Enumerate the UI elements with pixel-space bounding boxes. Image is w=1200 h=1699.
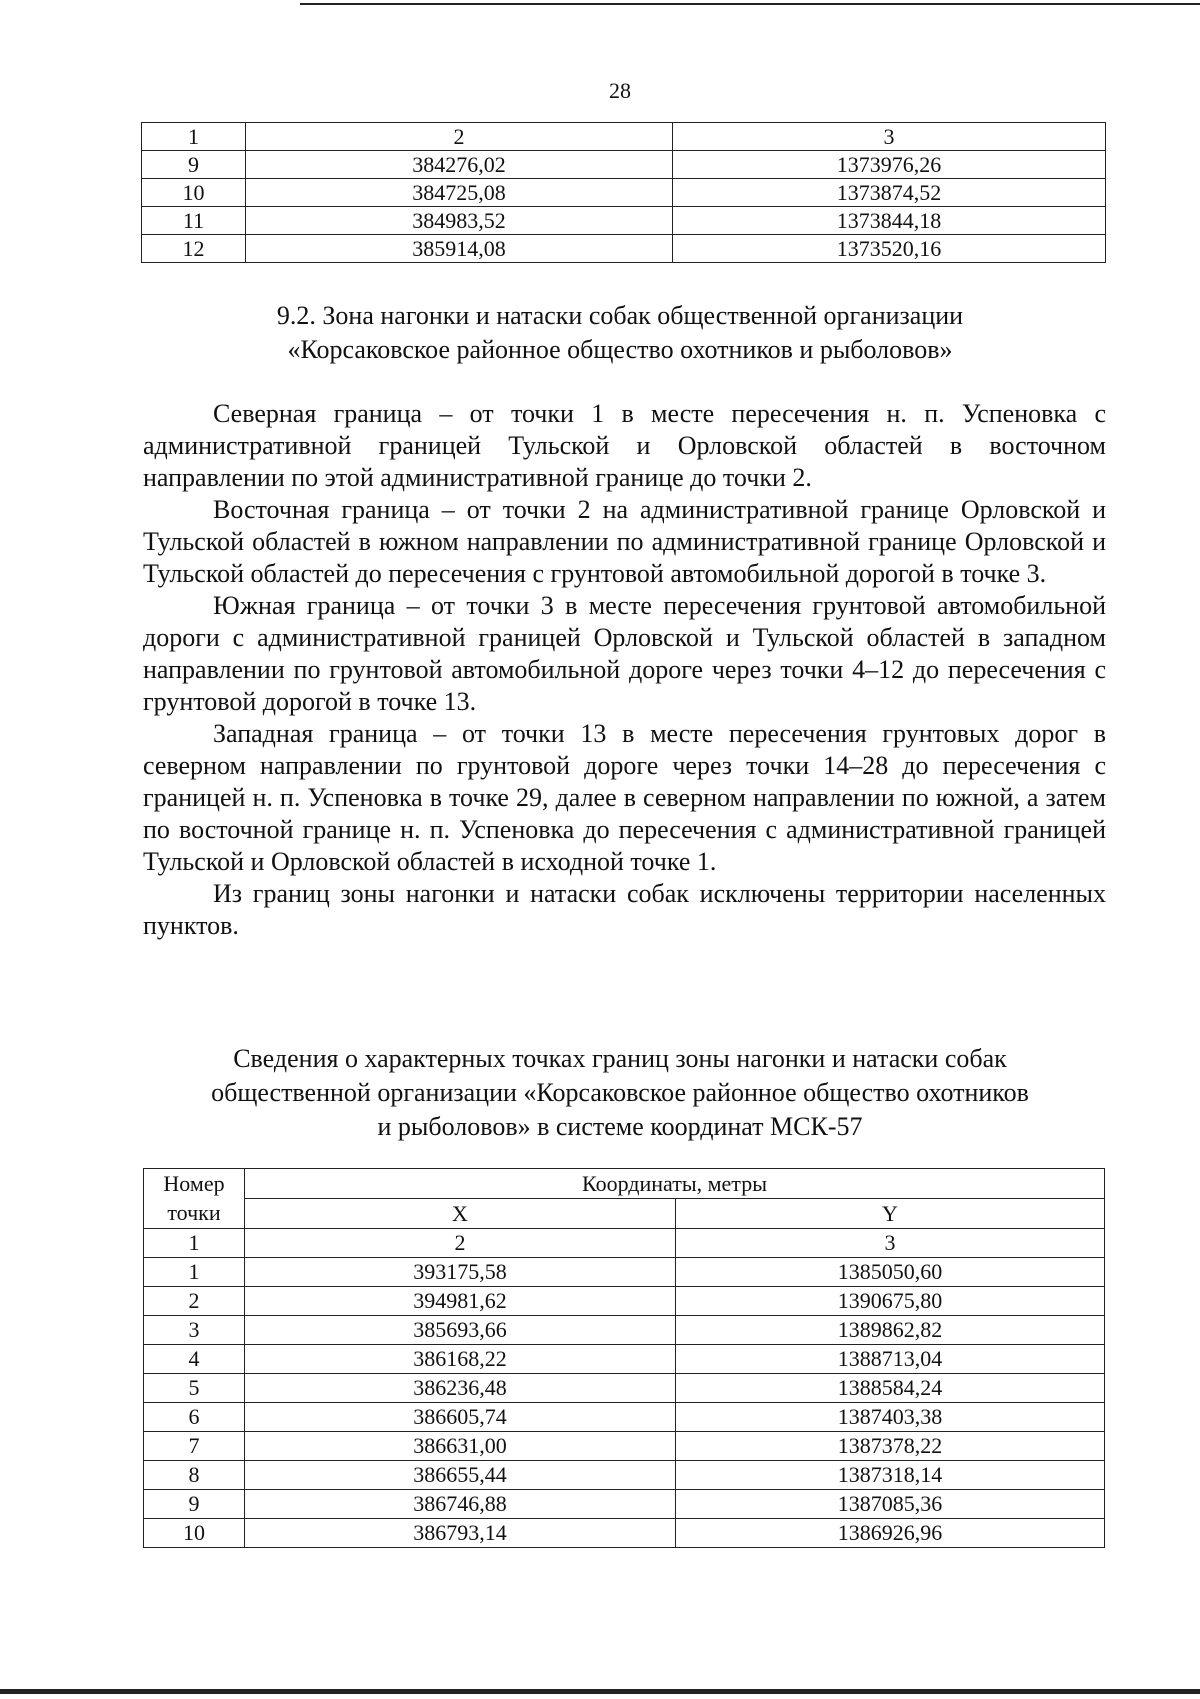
- table-cell: 386746,88: [245, 1490, 676, 1519]
- table-row: [144, 1374, 1105, 1403]
- table-cell: 9: [144, 1490, 245, 1519]
- bottom-scan-line: [0, 1689, 1200, 1694]
- table-cell: 386793,14: [245, 1519, 676, 1548]
- table-cell: 2: [245, 1229, 676, 1258]
- section-title-line: 9.2. Зона нагонки и натаски собак общественной организации: [276, 301, 964, 330]
- table-cell: 11: [142, 207, 246, 235]
- boundary-description: [143, 398, 1106, 942]
- table-cell: 1388584,24: [676, 1374, 1105, 1403]
- table-caption: [150, 1042, 1090, 1144]
- table-cell: 386168,22: [245, 1345, 676, 1374]
- paragraph-exclusions: Из границ зоны нагонки и натаски собак исключены территории населенных пунктов.: [143, 879, 1106, 940]
- table-row: [144, 1287, 1105, 1316]
- header-point-number: Номер: [144, 1169, 245, 1199]
- table-row: [142, 207, 1106, 235]
- table-cell: 3: [144, 1316, 245, 1345]
- table-caption-line: общественной организации «Корсаковское районное общество охотников: [211, 1078, 1029, 1107]
- table-cell: 2: [246, 123, 673, 151]
- table-cell: 1387085,36: [676, 1490, 1105, 1519]
- section-title: [150, 299, 1090, 367]
- table-cell: 1386926,96: [676, 1519, 1105, 1548]
- header-point-number-cont: точки: [144, 1199, 245, 1229]
- table-cell: 386631,00: [245, 1432, 676, 1461]
- table-row: [144, 1345, 1105, 1374]
- table-header-row: [142, 123, 1106, 151]
- table-row: [144, 1403, 1105, 1432]
- table-header-row: [144, 1169, 1105, 1199]
- table-cell: 6: [144, 1403, 245, 1432]
- table-cell: 384725,08: [246, 179, 673, 207]
- table-cell: 384983,52: [246, 207, 673, 235]
- table-cell: 386236,48: [245, 1374, 676, 1403]
- table-cell: 1373520,16: [673, 235, 1106, 263]
- page-number: 28: [609, 78, 631, 103]
- paragraph-east-boundary: Восточная граница – от точки 2 на административной границе Орловской и Тульской областей в южном направлении по административной границе Орловской и Тульской областей до пересечения с грунтовой автомобильной дорогой в точке 3.: [143, 495, 1106, 588]
- table-cell: 384276,02: [246, 151, 673, 179]
- table-cell: 386605,74: [245, 1403, 676, 1432]
- table-row: [142, 151, 1106, 179]
- coordinates-table-continuation: [141, 122, 1106, 263]
- paragraph-north-boundary: Северная граница – от точки 1 в месте пересечения н. п. Успеновка с административной границей Тульской и Орловской областей в восточном направлении по этой административной границе до точки 2.: [143, 399, 1106, 492]
- table-row: [142, 179, 1106, 207]
- table-cell: 10: [142, 179, 246, 207]
- table-cell: 3: [676, 1229, 1105, 1258]
- table-cell: 385693,66: [245, 1316, 676, 1345]
- table-cell: 2: [144, 1287, 245, 1316]
- table-cell: 385914,08: [246, 235, 673, 263]
- table-caption-line: и рыболовов» в системе координат МСК-57: [377, 1112, 863, 1141]
- table-cell: 1387318,14: [676, 1461, 1105, 1490]
- table-cell: 1: [144, 1229, 245, 1258]
- table-cell: 3: [673, 123, 1106, 151]
- paragraph-west-boundary: Западная граница – от точки 13 в месте пересечения грунтовых дорог в северном направлении по грунтовой дороге через точки 14–28 до пересечения с границей н. п. Успеновка в точке 29, далее в северном направлении по южной, а затем по восточной границе н. п. Успеновка до пересечения с административной границей Тульской и Орловской областей в исходной точке 1.: [143, 719, 1106, 876]
- table-cell: 386655,44: [245, 1461, 676, 1490]
- table-row: [144, 1258, 1105, 1287]
- table-cell: 393175,58: [245, 1258, 676, 1287]
- table-row: [144, 1490, 1105, 1519]
- table-cell: 1373844,18: [673, 207, 1106, 235]
- table-cell: 7: [144, 1432, 245, 1461]
- table-cell: 1: [144, 1258, 245, 1287]
- section-title-line: «Корсаковское районное общество охотников и рыболовов»: [287, 335, 953, 364]
- table-numbering-row: [144, 1229, 1105, 1258]
- header-coordinates: Координаты, метры: [245, 1169, 1105, 1199]
- table-cell: 5: [144, 1374, 245, 1403]
- table-cell: 9: [142, 151, 246, 179]
- table-row: [144, 1461, 1105, 1490]
- table-row: [144, 1316, 1105, 1345]
- top-scan-line: [300, 3, 1200, 5]
- table-row: [142, 235, 1106, 263]
- coordinates-table: [143, 1168, 1105, 1548]
- table-cell: 394981,62: [245, 1287, 676, 1316]
- table-cell: 1387378,22: [676, 1432, 1105, 1461]
- table-cell: 1390675,80: [676, 1287, 1105, 1316]
- table-cell: 1373874,52: [673, 179, 1106, 207]
- table-cell: 4: [144, 1345, 245, 1374]
- paragraph-south-boundary: Южная граница – от точки 3 в месте пересечения грунтовой автомобильной дороги с административной границей Орловской и Тульской областей в западном направлении по грунтовой автомобильной дороге через точки 4–12 до пересечения с грунтовой дорогой в точке 13.: [143, 591, 1106, 716]
- table-row: [144, 1519, 1105, 1548]
- table-row: [144, 1432, 1105, 1461]
- table-cell: 1373976,26: [673, 151, 1106, 179]
- table-cell: 1: [142, 123, 246, 151]
- table-cell: 8: [144, 1461, 245, 1490]
- table-cell: 12: [142, 235, 246, 263]
- table-caption-line: Сведения о характерных точках границ зоны нагонки и натаски собак: [233, 1044, 1007, 1073]
- table-cell: 1389862,82: [676, 1316, 1105, 1345]
- table-cell: 10: [144, 1519, 245, 1548]
- header-x: X: [245, 1199, 676, 1229]
- table-cell: 1388713,04: [676, 1345, 1105, 1374]
- table-cell: 1387403,38: [676, 1403, 1105, 1432]
- table-cell: 1385050,60: [676, 1258, 1105, 1287]
- header-y: Y: [676, 1199, 1105, 1229]
- table-header-row: [144, 1199, 1105, 1229]
